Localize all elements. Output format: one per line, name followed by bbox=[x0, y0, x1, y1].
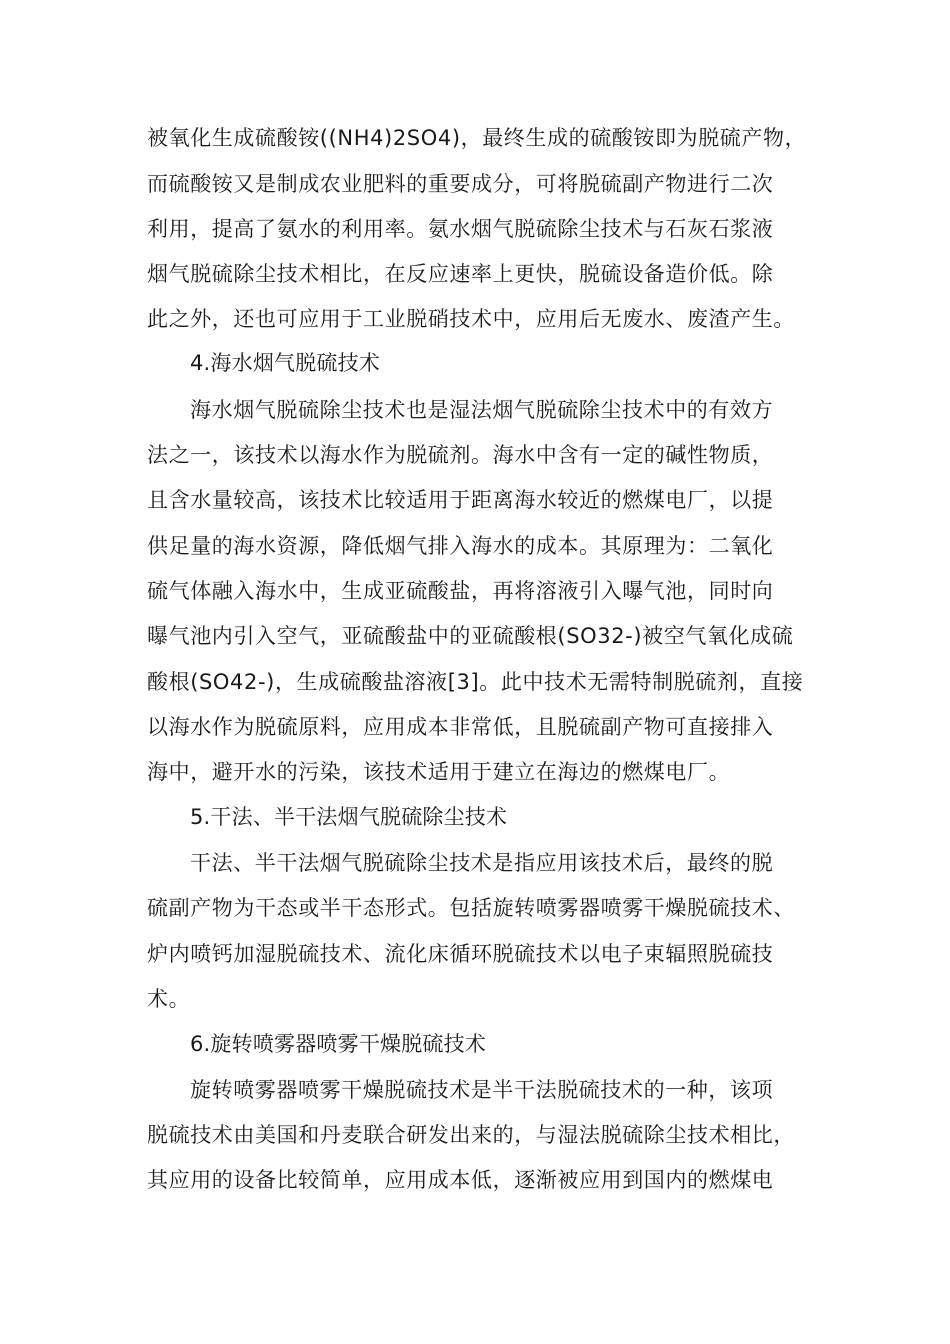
paragraph-2-line-3: 且含水量较高，该技术比较适用于距离海水较近的燃煤电厂，以提 bbox=[147, 488, 774, 512]
paragraph-2-line-6: 曝气池内引入空气，亚硫酸盐中的亚硫酸根(SO32-)被空气氧化成硫 bbox=[147, 624, 794, 648]
paragraph-1-line-2: 而硫酸铵又是制成农业肥料的重要成分，可将脱硫副产物进行二次 bbox=[147, 172, 774, 196]
paragraph-4-line-3: 其应用的设备比较简单，应用成本低，逐渐被应用到国内的燃煤电 bbox=[147, 1168, 774, 1192]
paragraph-2-line-7: 酸根(SO42-)，生成硫酸盐溶液[3]。此中技术无需特制脱硫剂，直接 bbox=[147, 670, 804, 694]
paragraph-4-line-2: 脱硫技术由美国和丹麦联合研发出来的，与湿法脱硫除尘技术相比， bbox=[147, 1123, 795, 1147]
section-heading-4: 4.海水烟气脱硫技术 bbox=[190, 351, 381, 375]
paragraph-2-line-2: 法之一，该技术以海水作为脱硫剂。海水中含有一定的碱性物质， bbox=[147, 443, 774, 467]
paragraph-1-line-4: 烟气脱硫除尘技术相比，在反应速率上更快，脱硫设备造价低。除 bbox=[147, 262, 774, 286]
section-heading-6: 6.旋转喷雾器喷雾干燥脱硫技术 bbox=[190, 1032, 487, 1056]
paragraph-2-line-1: 海水烟气脱硫除尘技术也是湿法烟气脱硫除尘技术中的有效方 bbox=[190, 398, 774, 422]
paragraph-1-line-3: 利用，提高了氨水的利用率。氨水烟气脱硫除尘技术与石灰石浆液 bbox=[147, 217, 774, 241]
paragraph-2-line-9: 海中，避开水的污染，该技术适用于建立在海边的燃煤电厂。 bbox=[147, 760, 731, 784]
section-heading-5: 5.干法、半干法烟气脱硫除尘技术 bbox=[190, 805, 508, 829]
paragraph-3-line-4: 术。 bbox=[147, 987, 191, 1011]
paragraph-2-line-4: 供足量的海水资源，降低烟气排入海水的成本。其原理为：二氧化 bbox=[147, 534, 774, 558]
paragraph-1-line-5: 此之外，还也可应用于工业脱硝技术中，应用后无废水、废渣产生。 bbox=[147, 307, 795, 331]
paragraph-1-line-1: 被氧化生成硫酸铵((NH4)2SO4)，最终生成的硫酸铵即为脱硫产物， bbox=[147, 126, 807, 150]
paragraph-4-line-1: 旋转喷雾器喷雾干燥脱硫技术是半干法脱硫技术的一种，该项 bbox=[190, 1078, 774, 1102]
paragraph-2-line-8: 以海水作为脱硫原料，应用成本非常低，且脱硫副产物可直接排入 bbox=[147, 715, 774, 739]
paragraph-3-line-2: 硫副产物为干态或半干态形式。包括旋转喷雾器喷雾干燥脱硫技术、 bbox=[147, 896, 795, 920]
paragraph-2-line-5: 硫气体融入海水中，生成亚硫酸盐，再将溶液引入曝气池，同时向 bbox=[147, 579, 774, 603]
paragraph-3-line-3: 炉内喷钙加湿脱硫技术、流化床循环脱硫技术以电子束辐照脱硫技 bbox=[147, 942, 774, 966]
paragraph-3-line-1: 干法、半干法烟气脱硫除尘技术是指应用该技术后，最终的脱 bbox=[190, 851, 774, 875]
